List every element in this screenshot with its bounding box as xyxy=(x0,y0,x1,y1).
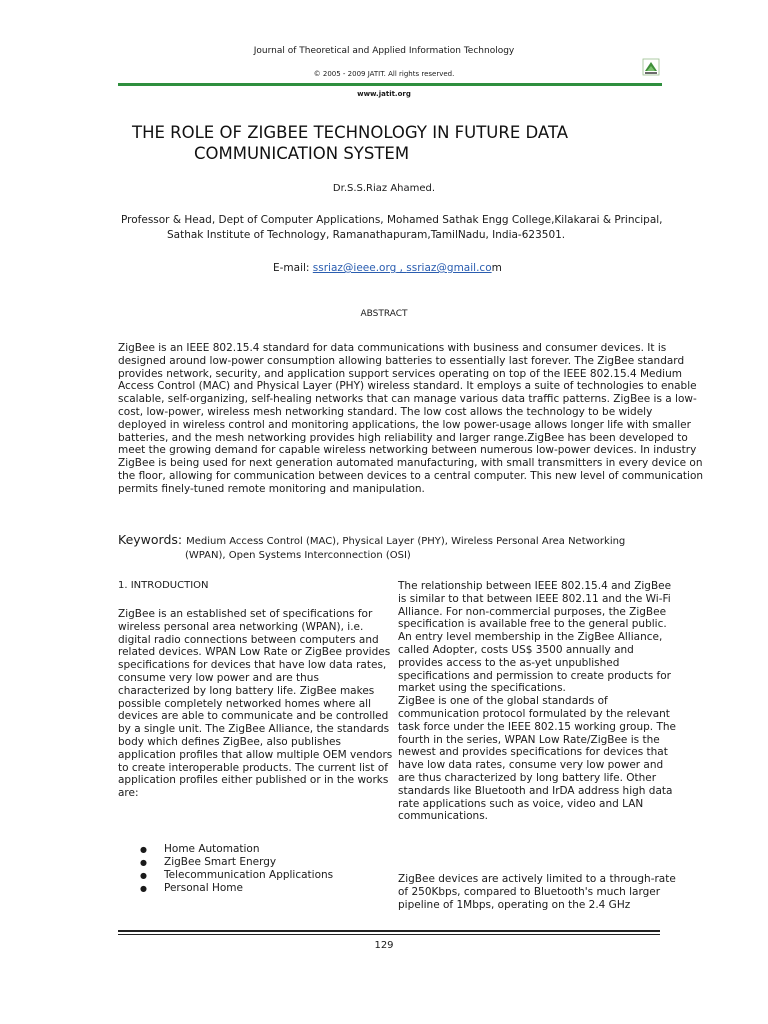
application-profile-list xyxy=(140,843,333,895)
copyright-notice: © 2005 - 2009 JATIT. All rights reserved. xyxy=(313,70,455,78)
list-item-label: Home Automation xyxy=(164,843,260,855)
keywords xyxy=(118,533,708,563)
title-line-1: THE ROLE OF ZIGBEE TECHNOLOGY IN FUTURE DATA xyxy=(132,123,569,142)
abstract-paragraph: provides network, security, and application support services operating on top of the IEEE 802.15.4 Medium xyxy=(118,367,682,380)
journal-name: Journal of Theoretical and Applied Information Technology xyxy=(253,46,515,56)
journal-logo-icon xyxy=(642,58,660,76)
list-item xyxy=(140,882,333,895)
affiliation-line-2: Sathak Institute of Technology, Ramanathapuram,TamilNadu, India-623501. xyxy=(167,229,566,241)
intro-paragraph: ZigBee is an established set of specifications for wireless personal area networking (WPAN), i.e. digital radio connections between computers and related devices. WPAN Low Rate or ZigBee provides specifications for devices that have low data rates, consume very low power and are thus characterized by long battery life. ZigBee makes possible completely networked homes where all devices are able to communicate and be controlled by a single unit. The ZigBee Alliance, the standards body which defines ZigBee, also publishes application profiles that allow multiple OEM vendors to create interoperable products. The current list of application profiles either published or in the works are: xyxy=(118,608,393,800)
footer-rule xyxy=(118,930,660,932)
list-item-label: Personal Home xyxy=(164,882,243,894)
body-paragraph: ZigBee is one of the global standards of communication protocol formulated by the relevant task force under the IEEE 802.15 working group. The fourth in the series, WPAN Low Rate/ZigBee is the newest and provides specifications for devices that have low data rates, consume very low power and are thus characterized by long battery life. Other standards like Bluetooth and IrDA address high data rate applications such as voice, video and LAN communications. xyxy=(398,695,676,823)
affiliation-line-1: Professor & Head, Dept of Computer Applications, Mohamed Sathak Engg College,Kilakarai & Principal, xyxy=(121,214,663,226)
bullet-icon: ● xyxy=(140,871,147,880)
title-line-2: COMMUNICATION SYSTEM xyxy=(194,144,410,163)
abstract-paragraph: ZigBee is an IEEE 802.15.4 standard for data communications with business and consumer devices. It is designed around low-power consumption allowing batteries to essentially last forever. The ZigBee standard xyxy=(118,342,685,367)
right-column-text-continued xyxy=(398,873,678,911)
journal-website[interactable]: www.jatit.org xyxy=(357,90,411,98)
keywords-line-2: (WPAN), Open Systems Interconnection (OSI) xyxy=(185,550,411,561)
body-paragraph: The relationship between IEEE 802.15.4 and ZigBee is similar to that between IEEE 802.11 and the Wi-Fi Alliance. For non-commercial purposes, the ZigBee specification is available free to the general public. An entry level membership in the ZigBee Alliance, called Adopter, costs US$ 3500 annually and provides access to the as-yet unpublished specifications and permission to create products for market using the specifications. xyxy=(398,580,672,695)
list-item-label: Telecommunication Applications xyxy=(164,869,334,881)
list-item xyxy=(140,856,333,869)
body-paragraph: ZigBee devices are actively limited to a through-rate of 250Kbps, compared to Bluetooth's much larger pipeline of 1Mbps, operating on the 2.4 GHz xyxy=(398,873,676,911)
abstract-heading: ABSTRACT xyxy=(360,309,408,319)
bullet-icon: ● xyxy=(140,845,147,854)
list-item xyxy=(140,843,333,856)
author-name: Dr.S.S.Riaz Ahamed. xyxy=(332,183,436,194)
email-link-ieee[interactable]: ssriaz@ieee.org xyxy=(312,262,397,274)
keywords-line-1: Medium Access Control (MAC), Physical Layer (PHY), Wireless Personal Area Networking xyxy=(186,536,626,547)
section-heading-introduction: 1. INTRODUCTION xyxy=(118,580,209,591)
keywords-label: Keywords: xyxy=(118,532,187,547)
email-separator: , xyxy=(396,262,407,274)
abstract-body xyxy=(118,342,704,496)
abstract-paragraph: Access Control (MAC) and Physical Layer (PHY) wireless standard. It employs a suite of technologies to enable scalable, self-organizing, self-healing networks that can manage various data traffic patterns. ZigBee is a low-cost, low-power, wireless mesh networking standard. The low cost allows the technology to be widely deployed in wireless control and monitoring applications, the low power-usage allows longer life with smaller batteries, and the mesh networking provides high reliability and larger range.ZigBee has been developed to meet the growing demand for capable wireless networking between numerous low-power devices. In industry ZigBee is being used for next generation automated manufacturing, with small transmitters in every device on the floor, allowing for communication between devices to a central computer. This new level of communication permits finely-tuned remote monitoring and manipulation. xyxy=(118,380,704,495)
email-label: E-mail: xyxy=(273,262,313,274)
right-column-text xyxy=(398,580,678,823)
email-link-gmail[interactable]: ssriaz@gmail.co xyxy=(406,262,492,274)
left-column-text xyxy=(118,608,393,800)
bullet-icon: ● xyxy=(140,884,147,893)
bullet-icon: ● xyxy=(140,858,147,867)
author-email xyxy=(273,262,502,274)
list-item-label: ZigBee Smart Energy xyxy=(164,856,277,868)
header-rule xyxy=(118,83,662,86)
list-item xyxy=(140,869,333,882)
footer-rule-thin xyxy=(118,934,660,935)
paper-title xyxy=(132,122,568,164)
email-tail: m xyxy=(491,262,502,274)
page-number: 129 xyxy=(374,940,394,951)
author-affiliation xyxy=(121,213,701,243)
